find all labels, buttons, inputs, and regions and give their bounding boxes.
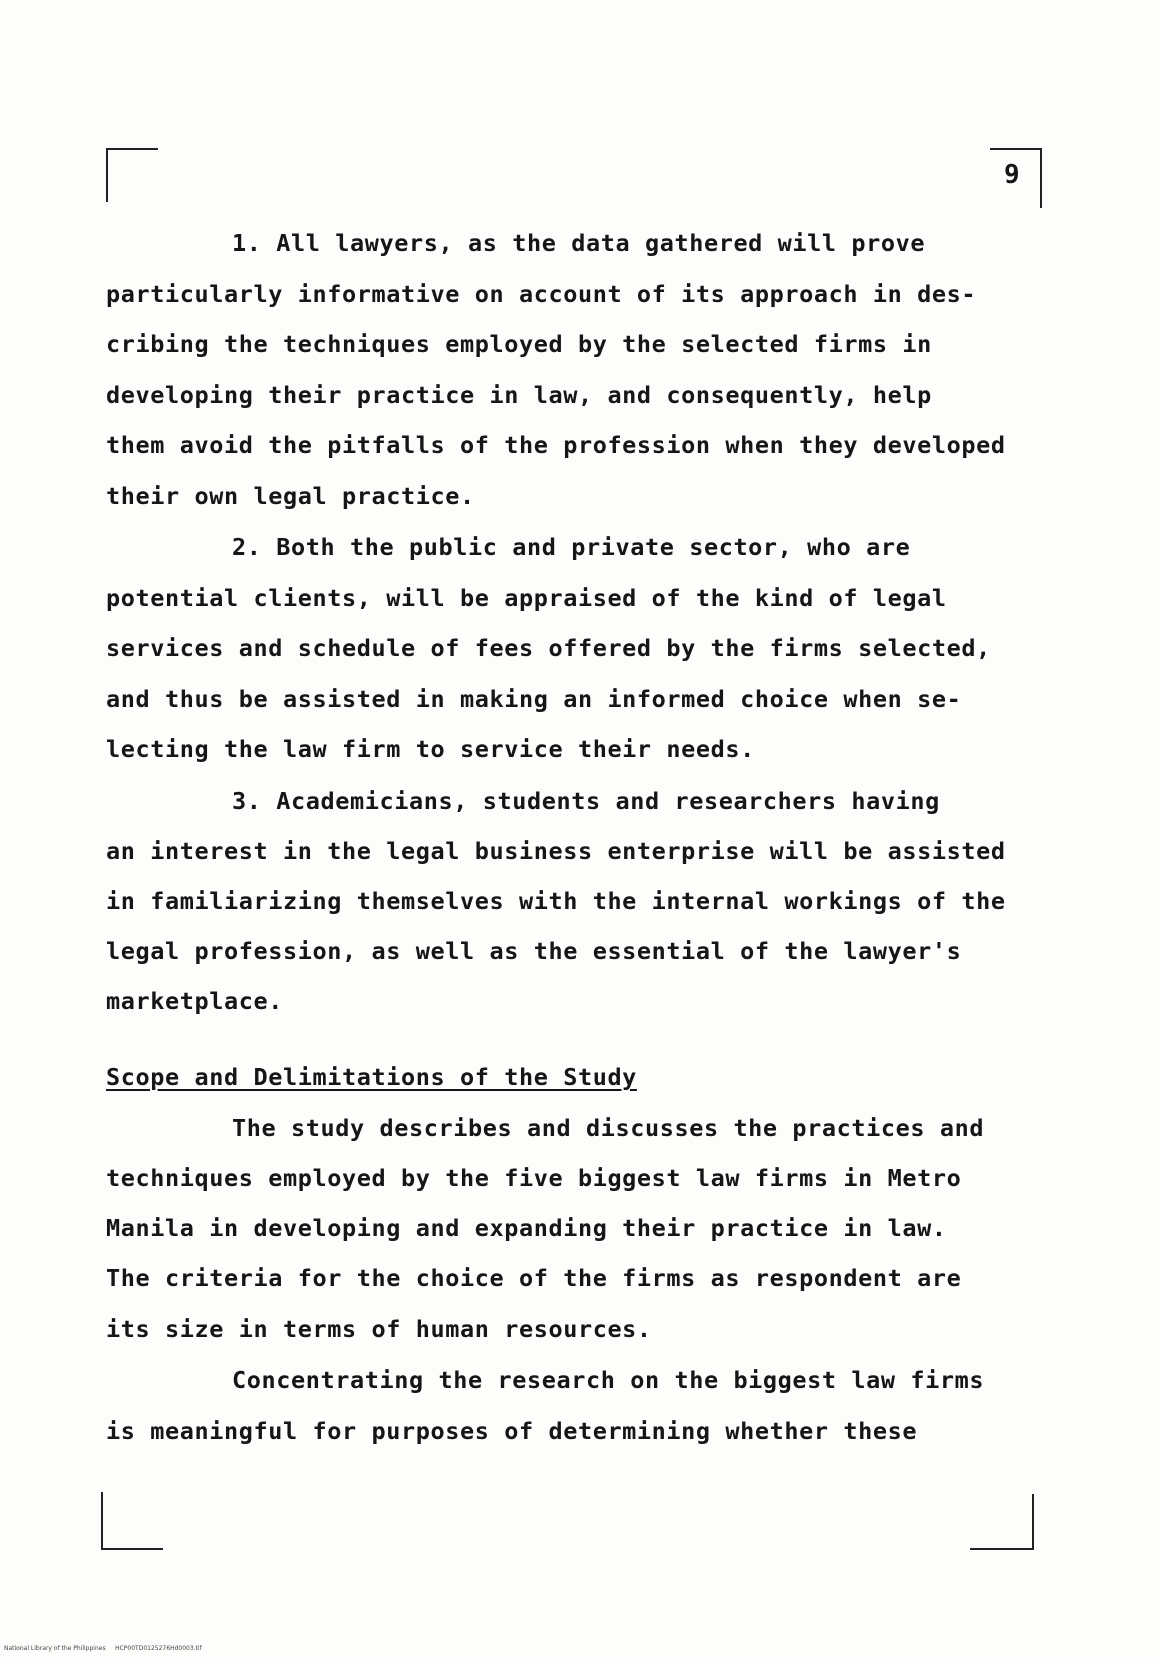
item-1-line-6: their own legal practice. xyxy=(106,482,475,510)
section-paragraph-1-line-1: The study describes and discusses the practices and xyxy=(232,1114,985,1142)
item-1-line-2: particularly informative on account of its approach in des- xyxy=(106,280,977,308)
item-2-line-1: 2. Both the public and private sector, who are xyxy=(232,533,911,561)
item-2-line-3: services and schedule of fees offered by the firms selected, xyxy=(106,634,991,662)
section-heading: Scope and Delimitations of the Study xyxy=(106,1063,637,1091)
corner-mark-bottom-right xyxy=(970,1494,1034,1550)
section-paragraph-2-line-2: is meaningful for purposes of determining whether these xyxy=(106,1417,918,1445)
item-2-line-2: potential clients, will be appraised of the kind of legal xyxy=(106,584,947,612)
scan-footer: National Library of the Philippines HCP00TD0125276Hd0003.tif xyxy=(4,1645,202,1652)
section-paragraph-2-line-1: Concentrating the research on the biggest law firms xyxy=(232,1366,985,1394)
item-1-line-5: them avoid the pitfalls of the profession when they developed xyxy=(106,431,1006,459)
page-number: 9 xyxy=(1004,160,1020,190)
item-2-line-5: lecting the law firm to service their needs. xyxy=(106,735,755,763)
item-3-line-3: in familiarizing themselves with the internal workings of the xyxy=(106,887,1006,915)
item-2-line-4: and thus be assisted in making an informed choice when se- xyxy=(106,685,962,713)
corner-mark-bottom-left xyxy=(101,1492,163,1550)
item-1-line-4: developing their practice in law, and consequently, help xyxy=(106,381,932,409)
section-paragraph-1-line-2: techniques employed by the five biggest law firms in Metro xyxy=(106,1164,962,1192)
item-3-line-1: 3. Academicians, students and researchers having xyxy=(232,787,940,815)
item-1-line-3: cribing the techniques employed by the selected firms in xyxy=(106,330,932,358)
item-1-line-1: 1. All lawyers, as the data gathered will prove xyxy=(232,229,926,257)
item-3-line-5: marketplace. xyxy=(106,987,283,1015)
section-paragraph-1-line-3: Manila in developing and expanding their practice in law. xyxy=(106,1214,947,1242)
item-3-line-2: an interest in the legal business enterprise will be assisted xyxy=(106,837,1006,865)
corner-mark-top-left xyxy=(106,148,158,202)
section-paragraph-1-line-5: its size in terms of human resources. xyxy=(106,1315,652,1343)
section-paragraph-1-line-4: The criteria for the choice of the firms as respondent are xyxy=(106,1264,962,1292)
item-3-line-4: legal profession, as well as the essential of the lawyer's xyxy=(106,937,962,965)
